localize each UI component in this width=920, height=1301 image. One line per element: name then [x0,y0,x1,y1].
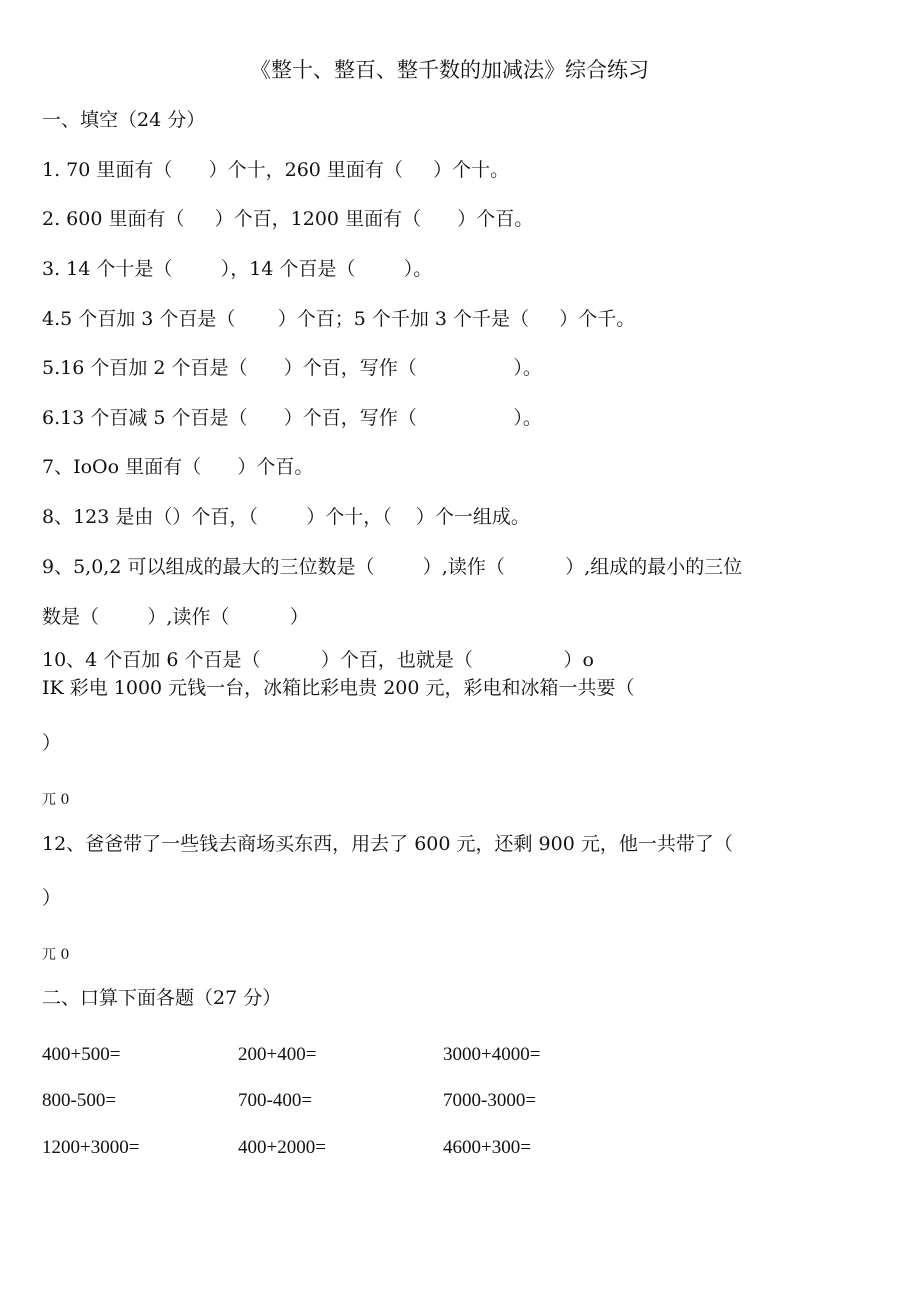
question-5: 5.16 个百加 2 个百是（ ）个百，写作（ ）。 [42,357,542,379]
question-10: 10、4 个百加 6 个百是（ ）个百，也就是（ ）o [42,649,594,671]
calc-item: 700-400= [238,1090,313,1111]
question-12-line-1: 12、爸爸带了一些钱去商场买东西，用去了 600 元，还剩 900 元，他一共带了（ [42,833,733,855]
question-12-unit: 兀 0 [42,947,70,963]
question-4: 4.5 个百加 3 个百是（ ）个百；5 个千加 3 个千是（ ）个千。 [42,308,636,330]
page-title: 《整十、整百、整千数的加减法》综合练习 [250,58,649,82]
question-2: 2. 600 里面有（ ）个百，1200 里面有（ ）个百。 [42,208,534,230]
question-7: 7、IoOo 里面有（ ）个百。 [42,456,314,478]
section-1-heading: 一、填空（24 分） [42,109,206,131]
calc-item: 3000+4000= [443,1044,541,1065]
calc-item: 4600+300= [443,1137,531,1158]
question-11-line-1: IK 彩电 1000 元钱一台，冰箱比彩电贵 200 元，彩电和冰箱一共要（ [42,677,635,699]
question-12-line-2: ） [42,887,62,909]
calc-item: 1200+3000= [42,1137,140,1158]
question-9-line-1: 9、5,0,2 可以组成的最大的三位数是（ ）,读作（ ）,组成的最小的三位 [42,556,743,578]
calc-item: 200+400= [238,1044,317,1065]
question-8: 8、123 是由（）个百，（ ）个十，（ ）个一组成。 [42,506,530,528]
question-1: 1. 70 里面有（ ）个十，260 里面有（ ）个十。 [42,159,510,181]
question-9-line-2: 数是（ ）,读作（ ） [42,606,309,628]
calc-item: 400+500= [42,1044,121,1065]
calc-item: 7000-3000= [443,1090,537,1111]
question-6: 6.13 个百减 5 个百是（ ）个百，写作（ ）。 [42,407,542,429]
calc-item: 800-500= [42,1090,117,1111]
question-11-line-2: ） [42,732,62,754]
question-3: 3. 14 个十是（ ），14 个百是（ ）。 [42,258,433,280]
section-2-heading: 二、口算下面各题（27 分） [42,987,282,1009]
question-11-unit: 兀 0 [42,792,70,808]
calc-item: 400+2000= [238,1137,326,1158]
